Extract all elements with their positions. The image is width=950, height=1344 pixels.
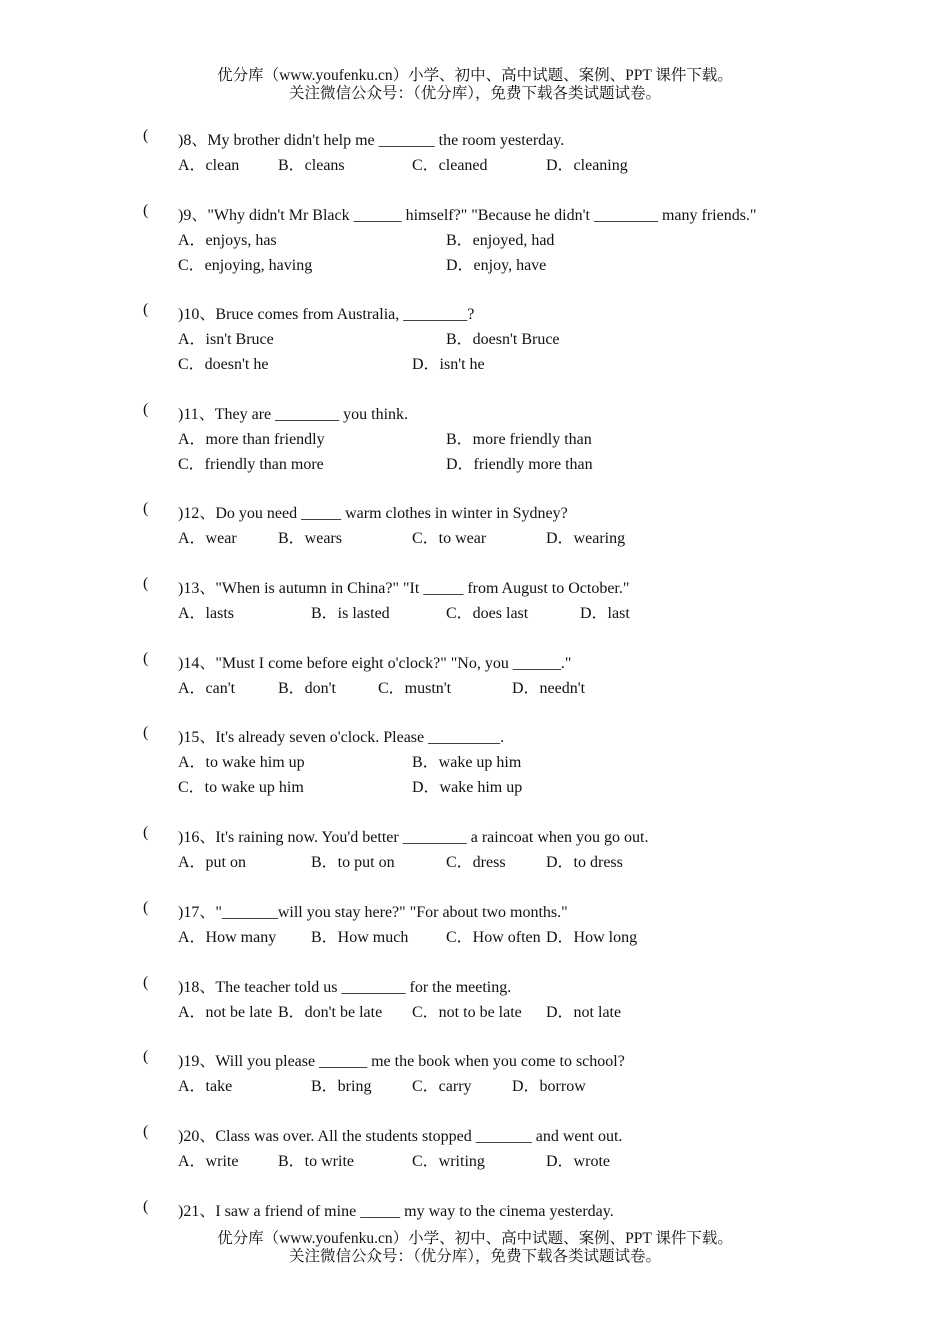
question-stem: )10、Bruce comes from Australia, ________? — [178, 306, 475, 323]
option-b: B．wake up him — [412, 754, 522, 771]
question-stem: )18、The teacher told us ________ for the meeting. — [178, 979, 512, 996]
option-d: D．wrote — [546, 1153, 610, 1170]
option-c: C．not to be late — [412, 1004, 522, 1021]
question-12 — [0, 500, 950, 520]
option-b: B．enjoyed, had — [446, 232, 555, 249]
option-d: D．wearing — [546, 530, 626, 547]
option-a: A．put on — [178, 854, 247, 871]
option-a: A．to wake him up — [178, 754, 305, 771]
option-c: C．dress — [446, 854, 506, 871]
answer-paren: ( — [143, 899, 149, 916]
question-21 — [0, 1198, 950, 1218]
option-a: A．write — [178, 1153, 239, 1170]
question-stem: )9、"Why didn't Mr Black ______ himself?" "Because he didn't ________ many friends." — [178, 207, 757, 224]
option-a: A．lasts — [178, 605, 235, 622]
question-18 — [0, 974, 950, 994]
option-b: B．How much — [311, 929, 409, 946]
option-d: D．wake him up — [412, 779, 523, 796]
option-d: D．cleaning — [546, 157, 628, 174]
option-c: C．carry — [412, 1078, 472, 1095]
option-a: A．isn't Bruce — [178, 331, 274, 348]
question-15 — [0, 724, 950, 744]
option-b: B．is lasted — [311, 605, 390, 622]
option-d: D．friendly more than — [446, 456, 593, 473]
answer-paren: ( — [143, 401, 149, 418]
page-footer — [0, 1230, 950, 1266]
option-b: B．don't — [278, 680, 337, 697]
answer-paren: ( — [143, 1048, 149, 1065]
option-d: D．to dress — [546, 854, 623, 871]
option-a: A．not be late — [178, 1004, 273, 1021]
question-stem: )20、Class was over. All the students stopped _______ and went out. — [178, 1128, 623, 1145]
header-line-2: 关注微信公众号：（优分库），免费下载各类试题试卷。 — [288, 85, 661, 102]
option-b: B．to put on — [311, 854, 395, 871]
answer-paren: ( — [143, 824, 149, 841]
question-11 — [0, 401, 950, 421]
question-14 — [0, 650, 950, 670]
option-d: D．How long — [546, 929, 638, 946]
question-stem: )15、It's already seven o'clock. Please _________. — [178, 729, 505, 746]
option-c: C．cleaned — [412, 157, 488, 174]
question-10 — [0, 301, 950, 321]
option-c: C．does last — [446, 605, 529, 622]
answer-paren: ( — [143, 650, 149, 667]
answer-paren: ( — [143, 1198, 149, 1215]
answer-paren: ( — [143, 127, 149, 144]
page-header — [0, 67, 950, 103]
answer-paren: ( — [143, 500, 149, 517]
option-d: D．last — [580, 605, 630, 622]
answer-paren: ( — [143, 974, 149, 991]
option-b: B．don't be late — [278, 1004, 383, 1021]
question-20 — [0, 1123, 950, 1143]
option-b: B．cleans — [278, 157, 345, 174]
option-a: A．clean — [178, 157, 240, 174]
answer-paren: ( — [143, 1123, 149, 1140]
option-a: A．wear — [178, 530, 237, 547]
option-b: B．bring — [311, 1078, 372, 1095]
question-stem: )12、Do you need _____ warm clothes in winter in Sydney? — [178, 505, 568, 522]
question-stem: )21、I saw a friend of mine _____ my way to the cinema yesterday. — [178, 1203, 614, 1220]
answer-paren: ( — [143, 202, 149, 219]
question-16 — [0, 824, 950, 844]
option-a: A．more than friendly — [178, 431, 325, 448]
answer-paren: ( — [143, 301, 149, 318]
option-c: C．to wake up him — [178, 779, 304, 796]
footer-line-2: 关注微信公众号：（优分库），免费下载各类试题试卷。 — [288, 1248, 661, 1265]
option-c: C．friendly than more — [178, 456, 324, 473]
question-stem: )11、They are ________ you think. — [178, 406, 409, 423]
option-c: C．How often — [446, 929, 541, 946]
option-d: D．not late — [546, 1004, 622, 1021]
answer-paren: ( — [143, 724, 149, 741]
question-8 — [0, 127, 950, 147]
option-d: D．isn't he — [412, 356, 485, 373]
question-stem: )8、My brother didn't help me _______ the room yesterday. — [178, 132, 565, 149]
option-a: A．can't — [178, 680, 236, 697]
question-stem: )16、It's raining now. You'd better ________ a raincoat when you go out. — [178, 829, 649, 846]
question-stem: )19、Will you please ______ me the book when you come to school? — [178, 1053, 625, 1070]
option-c: C．doesn't he — [178, 356, 269, 373]
header-line-1: 优分库（www.youfenku.cn）小学、初中、高中试题、案例、PPT 课件下载。 — [217, 67, 733, 84]
question-9 — [0, 202, 950, 222]
question-stem: )17、"_______will you stay here?" "For about two months." — [178, 904, 568, 921]
option-c: C．enjoying, having — [178, 257, 313, 274]
option-b: B．wears — [278, 530, 342, 547]
footer-line-1: 优分库（www.youfenku.cn）小学、初中、高中试题、案例、PPT 课件下载。 — [217, 1230, 733, 1247]
option-c: C．mustn't — [378, 680, 452, 697]
question-17 — [0, 899, 950, 919]
option-a: A．How many — [178, 929, 277, 946]
answer-paren: ( — [143, 575, 149, 592]
question-13 — [0, 575, 950, 595]
option-b: B．doesn't Bruce — [446, 331, 560, 348]
option-c: C．writing — [412, 1153, 485, 1170]
option-c: C．to wear — [412, 530, 487, 547]
option-a: A．take — [178, 1078, 233, 1095]
option-b: B．to write — [278, 1153, 354, 1170]
option-d: D．needn't — [512, 680, 586, 697]
question-19 — [0, 1048, 950, 1068]
question-stem: )14、"Must I come before eight o'clock?" "No, you ______." — [178, 655, 572, 672]
option-d: D．borrow — [512, 1078, 586, 1095]
option-d: D．enjoy, have — [446, 257, 547, 274]
option-a: A．enjoys, has — [178, 232, 277, 249]
question-stem: )13、"When is autumn in China?" "It _____ from August to October." — [178, 580, 630, 597]
option-b: B．more friendly than — [446, 431, 592, 448]
